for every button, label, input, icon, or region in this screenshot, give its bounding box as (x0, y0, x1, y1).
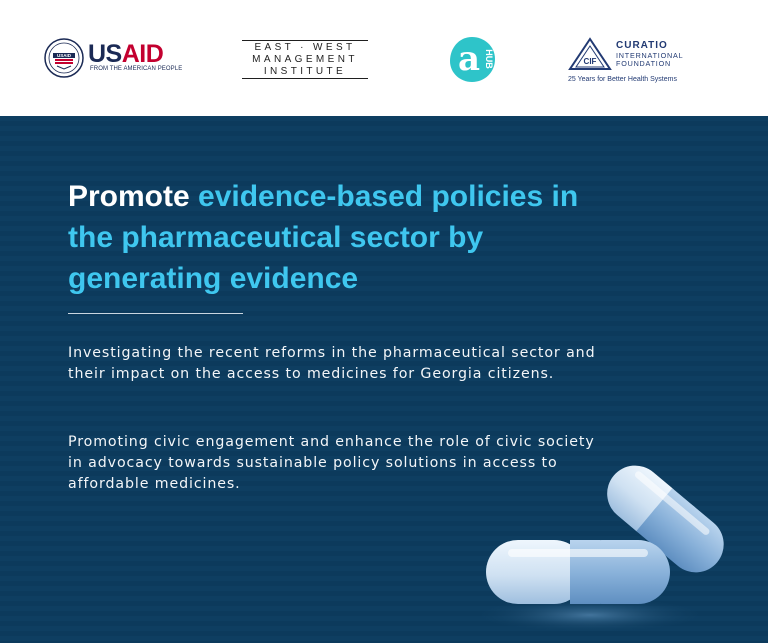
curatio-name: CURATIO (616, 40, 668, 51)
curatio-subtitle: INTERNATIONAL FOUNDATION (616, 51, 684, 68)
usaid-seal-text: USAID (56, 53, 72, 58)
capsule-front (486, 540, 670, 604)
ewmi-line-2: MANAGEMENT (252, 54, 358, 65)
ahub-letter: a (457, 39, 481, 79)
usaid-seal-icon (44, 38, 84, 78)
ahub-word: HUB (484, 49, 494, 69)
ewmi-line-1: EAST · WEST (254, 42, 356, 53)
ahub-logo (446, 35, 498, 85)
headline-lead: Promote (68, 180, 190, 213)
curatio-badge: CIF (583, 57, 597, 66)
curatio-tagline: 25 Years for Better Health Systems (568, 76, 677, 83)
curatio-logo (568, 37, 698, 87)
headline (68, 176, 628, 299)
divider (68, 313, 243, 314)
curatio-triangle-icon (568, 37, 612, 71)
ewmi-line-3: INSTITUTE (263, 66, 347, 77)
logo-bar (0, 0, 768, 116)
headline-rest: evidence-based policies in the pharmaceutical sector by generating evidence (68, 180, 579, 295)
ewmi-logo (242, 40, 368, 80)
usaid-wordmark: USAID (88, 40, 164, 68)
ahub-logo-icon (446, 35, 498, 85)
pills-illustration (470, 455, 768, 643)
usaid-tagline: FROM THE AMERICAN PEOPLE (90, 66, 183, 72)
paragraph-2: Promoting civic engagement and enhance the role of civic society in advocacy towards sustainable policy solutions in access to affordable medicines. (68, 434, 595, 492)
usaid-logo (44, 38, 183, 80)
paragraph-1: Investigating the recent reforms in the pharmaceutical sector and their impact on the access to medicines for Georgia citizens. (68, 345, 596, 382)
